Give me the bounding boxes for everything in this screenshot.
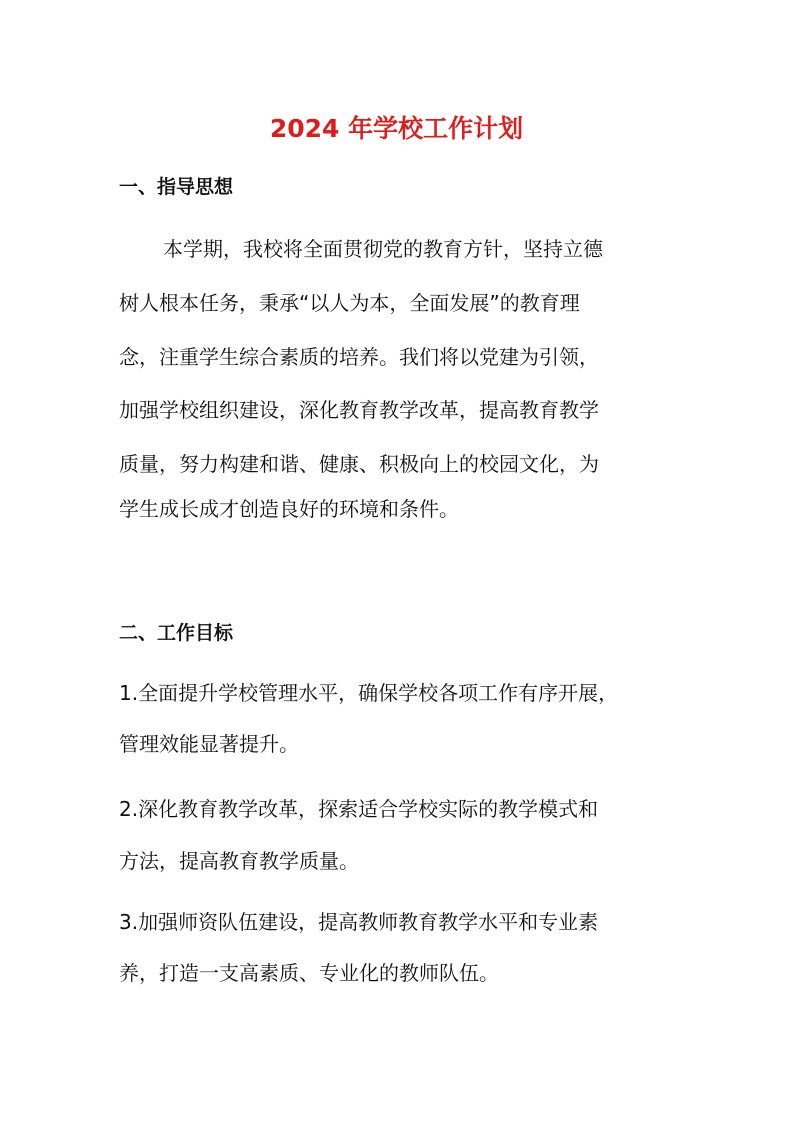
goal-line: 2.深化教育教学改革，探索适合学校实际的教学模式和 (119, 797, 599, 821)
goal-line: 养，打造一支高素质、专业化的教师队伍。 (119, 961, 499, 985)
paragraph-line: 学生成长成才创造良好的环境和条件。 (119, 497, 459, 521)
section-heading-guiding-ideology: 一、指导思想 (119, 176, 234, 198)
paragraph-line: 念，注重学生综合素质的培养。我们将以党建为引领， (119, 345, 599, 369)
goal-line: 3.加强师资队伍建设，提高教师教育教学水平和专业素 (119, 910, 599, 934)
goal-line: 1.全面提升学校管理水平，确保学校各项工作有序开展， (119, 681, 619, 705)
paragraph-line: 本学期，我校将全面贯彻党的教育方针，坚持立德 (163, 237, 603, 261)
goal-line: 管理效能显著提升。 (119, 732, 299, 756)
paragraph-line: 树人根本任务，秉承“以人为本，全面发展”的教育理 (119, 291, 580, 315)
document-title: 2024 年学校工作计划 (269, 114, 524, 143)
paragraph-line: 质量，努力构建和谐、健康、积极向上的校园文化，为 (119, 452, 599, 476)
paragraph-line: 加强学校组织建设，深化教育教学改革，提高教育教学 (119, 398, 599, 422)
section-heading-work-goals: 二、工作目标 (119, 622, 234, 644)
goal-line: 方法，提高教育教学质量。 (119, 849, 359, 873)
